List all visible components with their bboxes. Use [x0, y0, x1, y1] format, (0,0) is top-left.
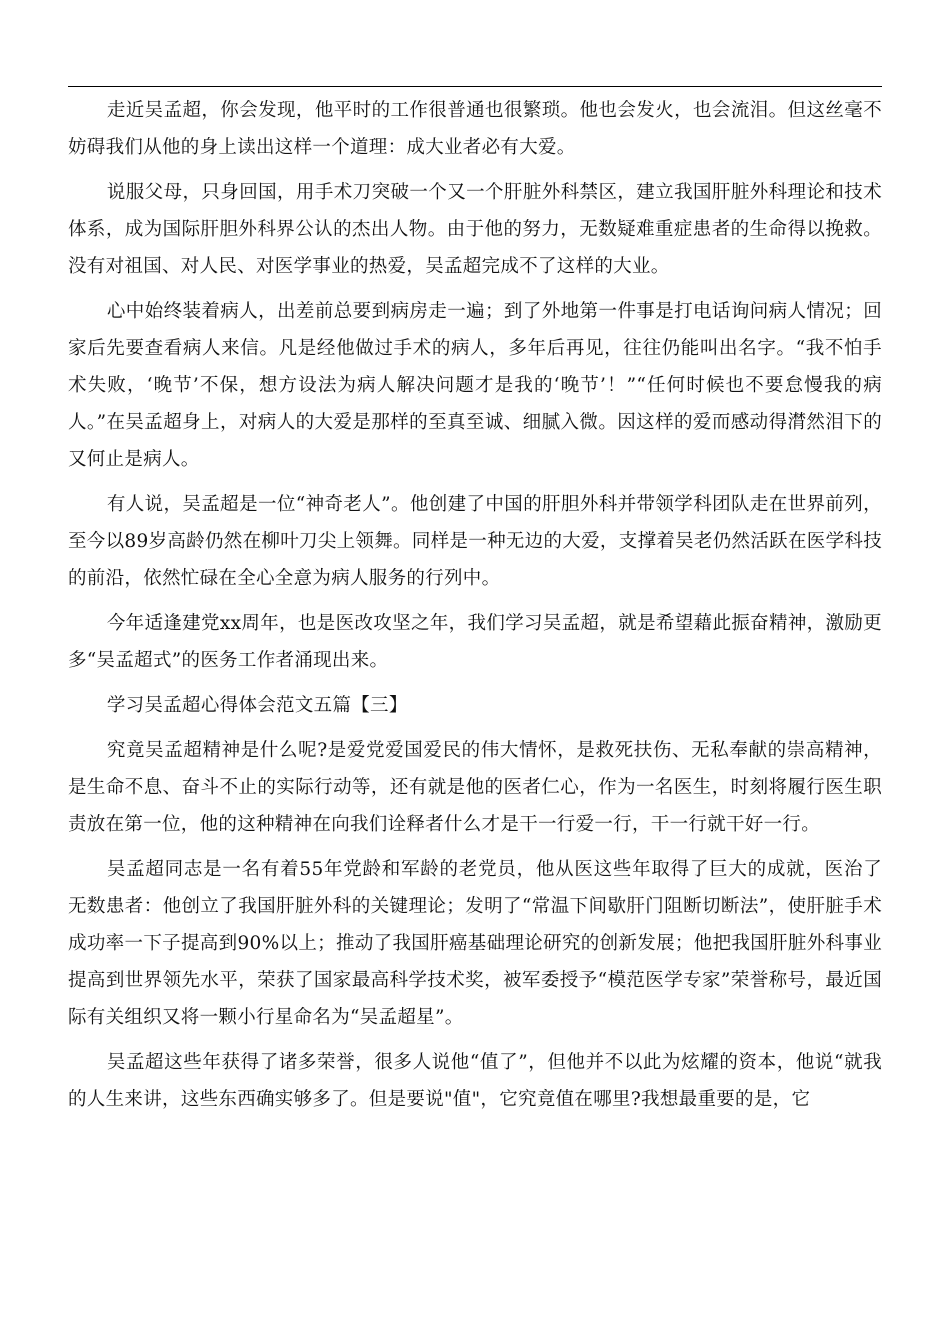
- paragraph: 有人说，吴孟超是一位“神奇老人”。他创建了中国的肝胆外科并带领学科团队走在世界前列，至今以89岁高龄仍然在柳叶刀尖上领舞。同样是一种无边的大爱，支撑着吴老仍然活跃在医学科技的前沿，依然忙碌在全心全意为病人服务的行列中。: [68, 494, 882, 589]
- paragraph: 走近吴孟超，你会发现，他平时的工作很普通也很繁琐。他也会发火，也会流泪。但这丝毫不妨碍我们从他的身上读出这样一个道理：成大业者必有大爱。: [68, 100, 882, 158]
- paragraph: 究竟吴孟超精神是什么呢?是爱党爱国爱民的伟大情怀，是救死扶伤、无私奉献的崇高精神，是生命不息、奋斗不止的实际行动等，还有就是他的医者仁心，作为一名医生，时刻将履行医生职责放在第一位，他的这种精神在向我们诠释者什么才是干一行爱一行，干一行就干好一行。: [68, 740, 882, 835]
- document-body: [68, 92, 882, 1126]
- paragraph: 今年适逢建党xx周年，也是医改攻坚之年，我们学习吴孟超，就是希望藉此振奋精神，激励更多“吴孟超式”的医务工作者涌现出来。: [68, 613, 882, 671]
- paragraph: 吴孟超同志是一名有着55年党龄和军龄的老党员，他从医这些年取得了巨大的成就，医治了无数患者：他创立了我国肝脏外科的关键理论；发明了“常温下间歇肝门阻断切断法”，使肝脏手术成功率一下子提高到90%以上；推动了我国肝癌基础理论研究的创新发展；他把我国肝脏外科事业提高到世界领先水平，荣获了国家最高科学技术奖，被军委授予“模范医学专家”荣誉称号，最近国际有关组织又将一颗小行星命名为“吴孟超星”。: [68, 859, 882, 1028]
- paragraph: 说服父母，只身回国，用手术刀突破一个又一个肝脏外科禁区，建立我国肝脏外科理论和技术体系，成为国际肝胆外科界公认的杰出人物。由于他的努力，无数疑难重症患者的生命得以挽救。没有对祖国、对人民、对医学事业的热爱，吴孟超完成不了这样的大业。: [68, 182, 882, 277]
- paragraph: 心中始终装着病人，出差前总要到病房走一遍；到了外地第一件事是打电话询问病人情况；回家后先要查看病人来信。凡是经他做过手术的病人，多年后再见，往往仍能叫出名字。“我不怕手术失败，‘晚节’不保，想方设法为病人解决问题才是我的‘晚节’！”“任何时候也不要怠慢我的病人。”在吴孟超身上，对病人的大爱是那样的至真至诚、细腻入微。因这样的爱而感动得潸然泪下的又何止是病人。: [68, 301, 882, 470]
- section-heading: 学习吴孟超心得体会范文五篇【三】: [106, 695, 408, 716]
- paragraph: 吴孟超这些年获得了诸多荣誉，很多人说他“值了”，但他并不以此为炫耀的资本，他说“就我的人生来讲，这些东西确实够多了。但是要说"值"，它究竟值在哪里?我想最重要的是，它: [68, 1052, 882, 1110]
- header-rule: [68, 86, 882, 87]
